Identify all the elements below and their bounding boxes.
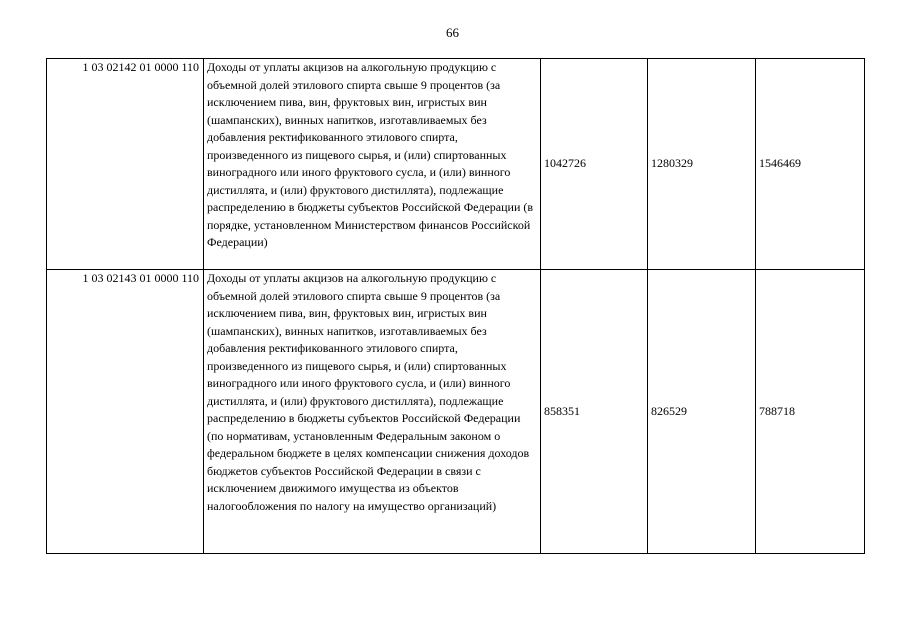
budget-classification-code: 1 03 02142 01 0000 110 [47, 59, 204, 270]
amount-year-2: 826529 [648, 270, 756, 554]
revenue-description: Доходы от уплаты акцизов на алкогольную продукцию с объемной долей этилового спирта свыше 9 процентов (за исключением пива, вин, фруктовых вин, игристых вин (шампанских), винных напитков, изготавливаемых без добавления ректификованного этилового спирта, произведенного из пищевого сырья, и (или) спиртованных виноградного или иного фруктового сусла, и (или) винного дистиллята, и (или) фруктового дистиллята), подлежащие распределению в бюджеты субъектов Российской Федерации (по нормативам, установленным Федеральным законом о федеральном бюджете в целях компенсации снижения доходов бюджетов субъектов Российской Федерации в связи с исключением движимого имущества из объектов налогообложения по налогу на имущество организаций) [204, 270, 541, 554]
budget-classification-code: 1 03 02143 01 0000 110 [47, 270, 204, 554]
table-row [47, 270, 865, 554]
table-row [47, 59, 865, 270]
amount-year-2: 1280329 [648, 59, 756, 270]
amount-year-1: 858351 [541, 270, 648, 554]
revenue-table [46, 58, 865, 554]
amount-year-3: 1546469 [756, 59, 865, 270]
amount-year-1: 1042726 [541, 59, 648, 270]
revenue-description: Доходы от уплаты акцизов на алкогольную продукцию с объемной долей этилового спирта свыше 9 процентов (за исключением пива, вин, фруктовых вин, игристых вин (шампанских), винных напитков, изготавливаемых без добавления ректификованного этилового спирта, произведенного из пищевого сырья, и (или) спиртованных виноградного или иного фруктового сусла, и (или) винного дистиллята, и (или) фруктового дистиллята), подлежащие распределению в бюджеты субъектов Российской Федерации (в порядке, установленном Министерством финансов Российской Федерации) [204, 59, 541, 270]
amount-year-3: 788718 [756, 270, 865, 554]
page-number: 66 [446, 25, 459, 40]
